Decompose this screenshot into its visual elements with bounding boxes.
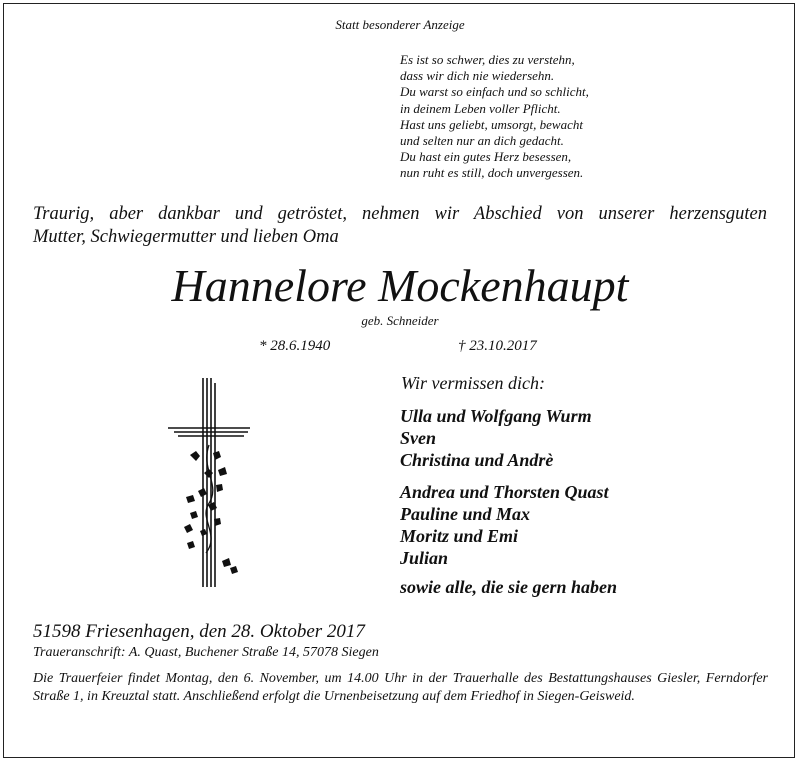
mourner-name: Sven xyxy=(400,428,436,448)
mourner-name: Ulla und Wolfgang Wurm xyxy=(400,406,592,426)
birth-date: * 28.6.1940 xyxy=(259,338,331,354)
poem-line: und selten nur an dich gedacht. xyxy=(400,133,564,149)
mourners-group-1 xyxy=(400,405,592,471)
poem-line: Hast uns geliebt, umsorgt, bewacht xyxy=(400,116,583,132)
death-date: † 23.10.2017 xyxy=(458,338,537,354)
poem-line: Du warst so einfach und so schlicht, xyxy=(400,84,589,100)
ceremony-info: Die Trauerfeier findet Montag, den 6. November, um 14.00 Uhr in der Trauerhalle des Bestattungshauses Giesler, Ferndorfer Straße 1, in Kreuztal statt. Anschließend erfolgt die Urnenbeisetzung auf dem Friedhof in Siegen-Geisweid. xyxy=(33,671,768,704)
intro-line-2: Mutter, Schwiegermutter und lieben Oma xyxy=(33,227,339,247)
poem-line: in deinem Leben voller Pflicht. xyxy=(400,100,561,116)
poem-line: dass wir dich nie wiedersehn. xyxy=(400,68,555,84)
mourners-heading: Wir vermissen dich: xyxy=(401,373,545,393)
maiden-name: geb. Schneider xyxy=(361,313,439,328)
mourner-name: Pauline und Max xyxy=(400,504,531,524)
intro-text xyxy=(33,203,767,249)
place-date: 51598 Friesenhagen, den 28. Oktober 2017 xyxy=(33,621,365,642)
deceased-name: Hannelore Mockenhaupt xyxy=(171,260,629,311)
mourner-name: Christina und Andrè xyxy=(400,450,554,470)
mourner-name: Andrea und Thorsten Quast xyxy=(400,482,609,502)
poem-line: nun ruht es still, doch unvergessen. xyxy=(400,165,584,181)
poem xyxy=(400,52,589,182)
poem-line: Es ist so schwer, dies zu verstehn, xyxy=(400,52,575,67)
mourners-others: sowie alle, die sie gern haben xyxy=(400,577,617,597)
mourners-group-2 xyxy=(400,481,609,569)
intro-line-1: Traurig, aber dankbar und getröstet, nehmen wir Abschied von unserer herzensguten xyxy=(33,204,767,224)
cross-with-ivy-icon xyxy=(160,375,260,595)
header-notice: Statt besonderer Anzeige xyxy=(335,17,465,32)
mourner-name: Julian xyxy=(400,548,449,568)
poem-line: Du hast ein gutes Herz besessen, xyxy=(400,149,572,165)
mourning-address: Traueranschrift: A. Quast, Buchener Straße 14, 57078 Siegen xyxy=(33,645,379,660)
mourner-name: Moritz und Emi xyxy=(400,526,519,546)
